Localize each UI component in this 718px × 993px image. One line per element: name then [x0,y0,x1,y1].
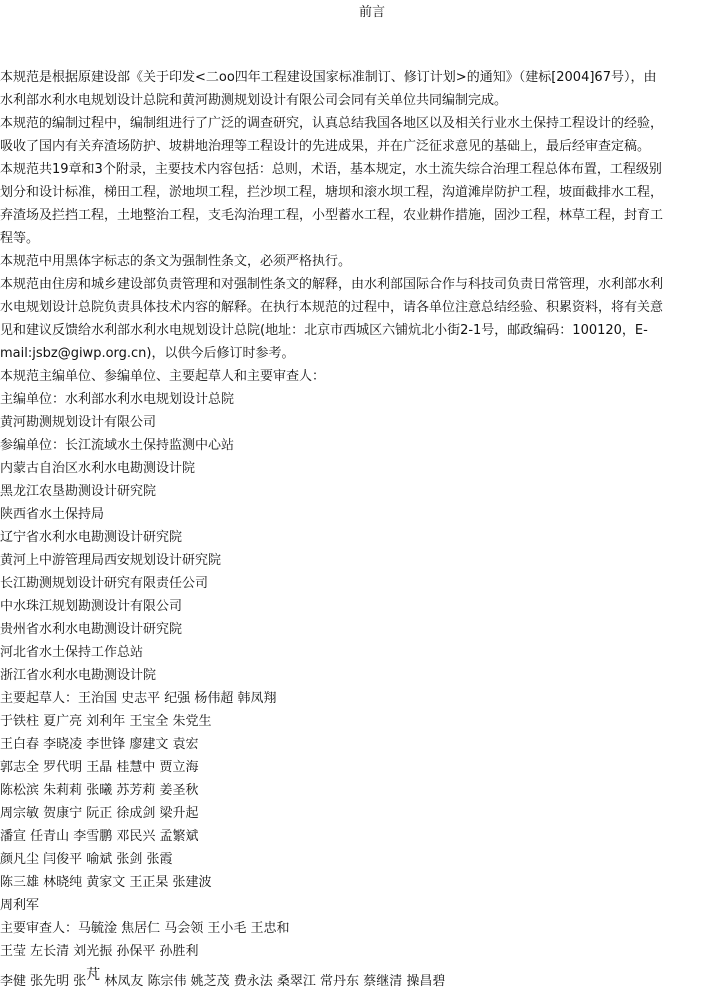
organization-line: 长江勘测规划设计研究有限责任公司 [0,576,209,591]
names-line: 陈三雄 林晓纯 黄家文 王正杲 张建波 [0,875,212,890]
names-line: 郭志全 罗代明 王晶 桂慧中 贾立海 [0,760,199,775]
paragraph-line: 本规范的编制过程中，编制组进行了广泛的调查研究，认真总结我国各地区以及相关行业水土保持工程设计的经验， [0,116,664,131]
document-body [0,66,716,993]
organization-line: 河北省水土保持工作总站 [0,645,144,660]
paragraph-line: 本规范是根据原建设部《关于印发<二oo四年工程建设国家标准制订、修订计划>的通知》（建标[2004]67号），由 [0,70,657,85]
drafters-line: 主要起草人：王治国 史志平 纪强 杨伟超 韩凤翔 [0,691,277,706]
organization-line: 贵州省水利水电勘测设计研究院 [0,622,183,637]
organization-line: 黑龙江农垦勘测设计研究院 [0,484,157,499]
names-line: 颜凡尘 闫俊平 喻斌 张剑 张霞 [0,852,173,867]
page-title: 前言 [358,5,385,20]
participating-units-line: 参编单位：长江流域水土保持监测中心站 [0,438,235,453]
paragraph-line: 本规范共19章和3个附录，主要技术内容包括：总则，术语，基本规定，水土流失综合治理工程总体布置，工程级别 [0,162,662,177]
organization-line: 浙江省水利水电勘测设计院 [0,668,157,683]
raised-character: 芃 [86,967,101,983]
organization-line: 内蒙古自治区水利水电勘测设计院 [0,461,196,476]
paragraph-line: 程等。 [0,231,40,246]
names-line: 王莹 左长清 刘光振 孙保平 孙胜利 [0,944,199,959]
reviewers-line: 主要审查人：马毓淦 焦居仁 马会领 王小毛 王忠和 [0,921,290,936]
paragraph-line: 水利部水利水电规划设计总院和黄河勘测规划设计有限公司会同有关单位共同编制完成。 [0,93,508,108]
names-line: 王白春 李晓凌 李世锋 廖建文 袁宏 [0,737,199,752]
paragraph-line: 吸收了国内有关弃渣场防护、坡耕地治理等工程设计的先进成果，并在广泛征求意见的基础上，最后经审查定稿。 [0,139,651,154]
organization-line: 陕西省水土保持局 [0,507,105,522]
organization-line: 中水珠江规划勘测设计有限公司 [0,599,183,614]
paragraph-line: 本规范由住房和城乡建设部负责管理和对强制性条文的解释，由水利部国际合作与科技司负责日常管理，水利部水利 [0,277,664,292]
names-line: 潘宣 任青山 李雪鹏 邓民兴 孟繁斌 [0,829,199,844]
organization-line: 黄河勘测规划设计有限公司 [0,415,157,430]
paragraph-line: 见和建议反馈给水利部水利水电规划设计总院(地址：北京市西城区六铺炕北小街2-1号，邮政编码：100120，E- [0,323,648,338]
names-line: 于铁柱 夏广亮 刘利年 王宝全 朱党生 [0,714,212,729]
names-line: 周利军 [0,898,40,913]
paragraph-line: 本规范主编单位、参编单位、主要起草人和主要审查人： [0,369,326,384]
names-line: 周宗敏 贺康宁 阮正 徐成剑 梁升起 [0,806,199,821]
names-segment: 李健 张先明 张 [0,974,87,989]
paragraph-line: 水电规划设计总院负责具体技术内容的解释。在执行本规范的过程中，请各单位注意总结经验、积累资料，将有关意 [0,300,664,315]
chief-editor-line: 主编单位：水利部水利水电规划设计总院 [0,392,235,407]
paragraph-line: 弃渣场及拦挡工程，土地整治工程，支毛沟治理工程，小型蓄水工程，农业耕作措施，固沙工程，林草工程，封育工 [0,208,664,223]
paragraph-line: 本规范中用黑体字标志的条文为强制性条文，必须严格执行。 [0,254,352,269]
names-segment: 林凤友 陈宗伟 姚芝茂 费永法 桑翠江 常丹东 蔡继清 操昌碧 [100,974,446,989]
names-line: 陈松滨 朱莉莉 张曦 苏芳莉 姜圣秋 [0,783,199,798]
paragraph-line: 划分和设计标准，梯田工程，淤地坝工程，拦沙坝工程，塘坝和滚水坝工程，沟道滩岸防护工程，坡面截排水工程， [0,185,664,200]
organization-line: 辽宁省水利水电勘测设计研究院 [0,530,183,545]
organization-line: 黄河上中游管理局西安规划设计研究院 [0,553,222,568]
paragraph-line: mail:jsbz@giwp.org.cn)，以供今后修订时参考。 [0,346,295,361]
